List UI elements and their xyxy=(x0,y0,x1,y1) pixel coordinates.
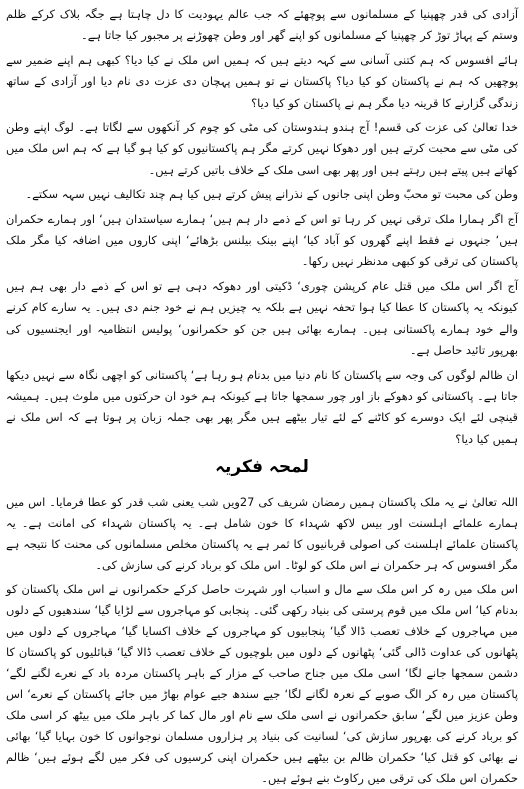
paragraph-love-of-soil: خدا تعالیٰ کی عزت کی قسم! آج ہندو ہندوستان کی مٹی کو چوم کر آنکھوں سے لگاتا ہے۔ لوگ اپنے وطن کی مٹی سے محبت کرتے ہیں اور دھوکا نہیں کرتے مگر ہم پاکستانیوں کو کیا ہو گیا ہے کہ ہم اس ملک میں کھاتے ہیں پیتے ہیں رہتے ہیں اور پھر بھی اسی ملک کے خلاف باتیں کرتے ہیں۔ xyxy=(6,120,518,177)
section-heading-wrap xyxy=(6,454,518,484)
paragraph-what-did-we-give: ہائے افسوس کہ ہم کتنی آسانی سے کہہ دیتے ہیں کہ ہمیں اس ملک نے کیا دیا؟ کبھی ہم اپنے ضمیر سے پوچھیں کہ ہم نے پاکستان کو کیا دیا؟ پاکستان نے تو ہمیں پہچان دی عزت دی نام دیا اور آزادی کے ساتھ زندگی گزارنے کا قرینہ دیا مگر ہم نے پاکستان کو کیا دیا؟ xyxy=(6,52,518,110)
paragraph-corruption: آج اگر اس ملک میں قتل عام کرپشن چوری‘ ڈکیتی اور دھوکہ دہی ہے تو اس کے ذمے دار بھی ہم ہیں کیونکہ یہ پاکستان کا عطا کیا ہوا تحفہ نہیں ہے بلکہ یہ چیزیں ہم نے خود جنم دی ہیں۔ یہ سارے کام کرنے والے خود ہمارے پاکستانی ہیں۔ ہمارے بھائی ہیں جن کو حکمرانوں‘ پولیس انتظامیہ اور ایجنسیوں کی بھرپور تائید حاصل ہے۔ xyxy=(6,278,518,358)
paragraph-bad-name: ان ظالم لوگوں کی وجہ سے پاکستان کا نام دنیا میں بدنام ہو رہا ہے‘ پاکستانی کو اچھی نگاہ سے نہیں دیکھا جاتا ہے۔ پاکستانی کو دھوکے باز اور چور سمجھا جاتا ہے کیونکہ ہم خود ان حرکتوں میں ملوث ہیں۔ ہمیشہ قینچی لئے ایک دوسرے کو کاٹنے کے لئے تیار بیٹھے ہیں مگر پھر بھی جملہ زبان پر ہوتا ہے کہ اس ملک نے ہمیں کیا دیا؟ xyxy=(6,367,518,446)
paragraph-rulers: اس ملک میں رہ کر اس ملک سے مال و اسباب اور شہرت حاصل کرکے حکمرانوں نے اس ملک پاکستان کو بدنام کیا‘ اس ملک میں قوم پرستی کی بنیاد رکھی گئی۔ پنجابی کو مہاجروں سے لڑایا گیا‘ سندھیوں کے دلوں میں مہاجروں کے خلاف تعصب ڈالا گیا‘ پنجابیوں کو مہاجروں کے خلاف اکسایا گیا‘ مہاجروں کے دلوں میں پٹھانوں کی عداوت ڈالی گئی‘ پٹھانوں کے دلوں میں بلوچیوں کے خلاف تعصب ڈالا گیا‘ قبائلیوں کو پاکستان کا دشمن سمجھا جانے لگا‘ اسی ملک میں جناح صاحب کے مزار کے باہر پاکستان مردہ باد کے نعرے لگنے لگے‘ پاکستان میں رہ کر الگ صوبے کے نعرہ لگانے لگا‘ جیے سندھ جیے عوام بھاڑ میں جائے پاکستان کے نعرے‘ اس وطن عزیز میں لگے‘ سابق حکمرانوں نے اسی ملک سے نام اور مال کما کر باہر ملک میں بیٹھ کر اسی ملک کو برباد کرنے کی بھرپور سازش کی‘ لسانیت کی بنیاد پر ہزاروں مسلمان نوجوانوں کا خون بہایا گیا‘ بھائی نے بھائی کو قتل کیا‘ حکمران ظالم بن بیٹھے ہیں حکمران اپنی کرسیوں کی فکر میں لگے ہوئے ہیں‘ ظالم حکمران اس ملک کی ترقی میں رکاوٹ بنے ہوئے ہیں۔ xyxy=(6,582,518,786)
paragraph-chechnya: آزادی کی قدر چھپنیا کے مسلمانوں سے پوچھئے کہ جب عالم یہودیت کا دل چاہتا ہے جگہ بلاک کرکے ظلم وستم کے پہاڑ توڑ کر چھپنیا کے مسلمانوں کو اپنے گھر اور وطن چھوڑنے پر مجبور کیا جاتا ہے۔ xyxy=(6,7,518,43)
section-heading: لمحہ فکریہ xyxy=(215,457,309,478)
paragraph-sacrifice: وطن کی محبت تو محبّ وطن اپنی جانوں کے نذرانے پیش کرتے ہیں کیا ہم چند تکالیف نہیں سہہ سکتے۔ xyxy=(25,187,518,202)
paragraph-founding: اللہ تعالیٰ نے یہ ملک پاکستان ہمیں رمضان شریف کی 27ویں شب یعنی شب قدر کو عطا فرمایا۔ اس میں ہمارے علمائے اہلسنت اور بیس لاکھ شہداء کا خون شامل ہے۔ یہ پاکستان شہداء کی امانت ہے۔ یہ پاکستان علمائے اہلسنت کی اصولی قربانیوں کا ثمر ہے یہ پاکستان مخلص مسلمانوں کی محنت کا نتیجہ ہے مگر افسوس کہ ہر حکمران نے اس ملک کو لوٹا۔ اس ملک کو برباد کرنے کی سازش کی۔ xyxy=(6,495,518,573)
paragraph-responsibility: آج اگر ہمارا ملک ترقی نہیں کر رہا تو اس کے ذمے دار ہم ہیں‘ ہمارے سیاستدان ہیں‘ اور ہمارے حکمران ہیں‘ جنہوں نے فقط اپنے گھروں کو آباد کیا‘ اپنے بینک بیلنس بڑھائے‘ اپنی کاروں میں اضافہ کیا مگر ملک پاکستان کی ترقی کو کبھی مدنظر نہیں رکھا۔ xyxy=(6,211,518,269)
